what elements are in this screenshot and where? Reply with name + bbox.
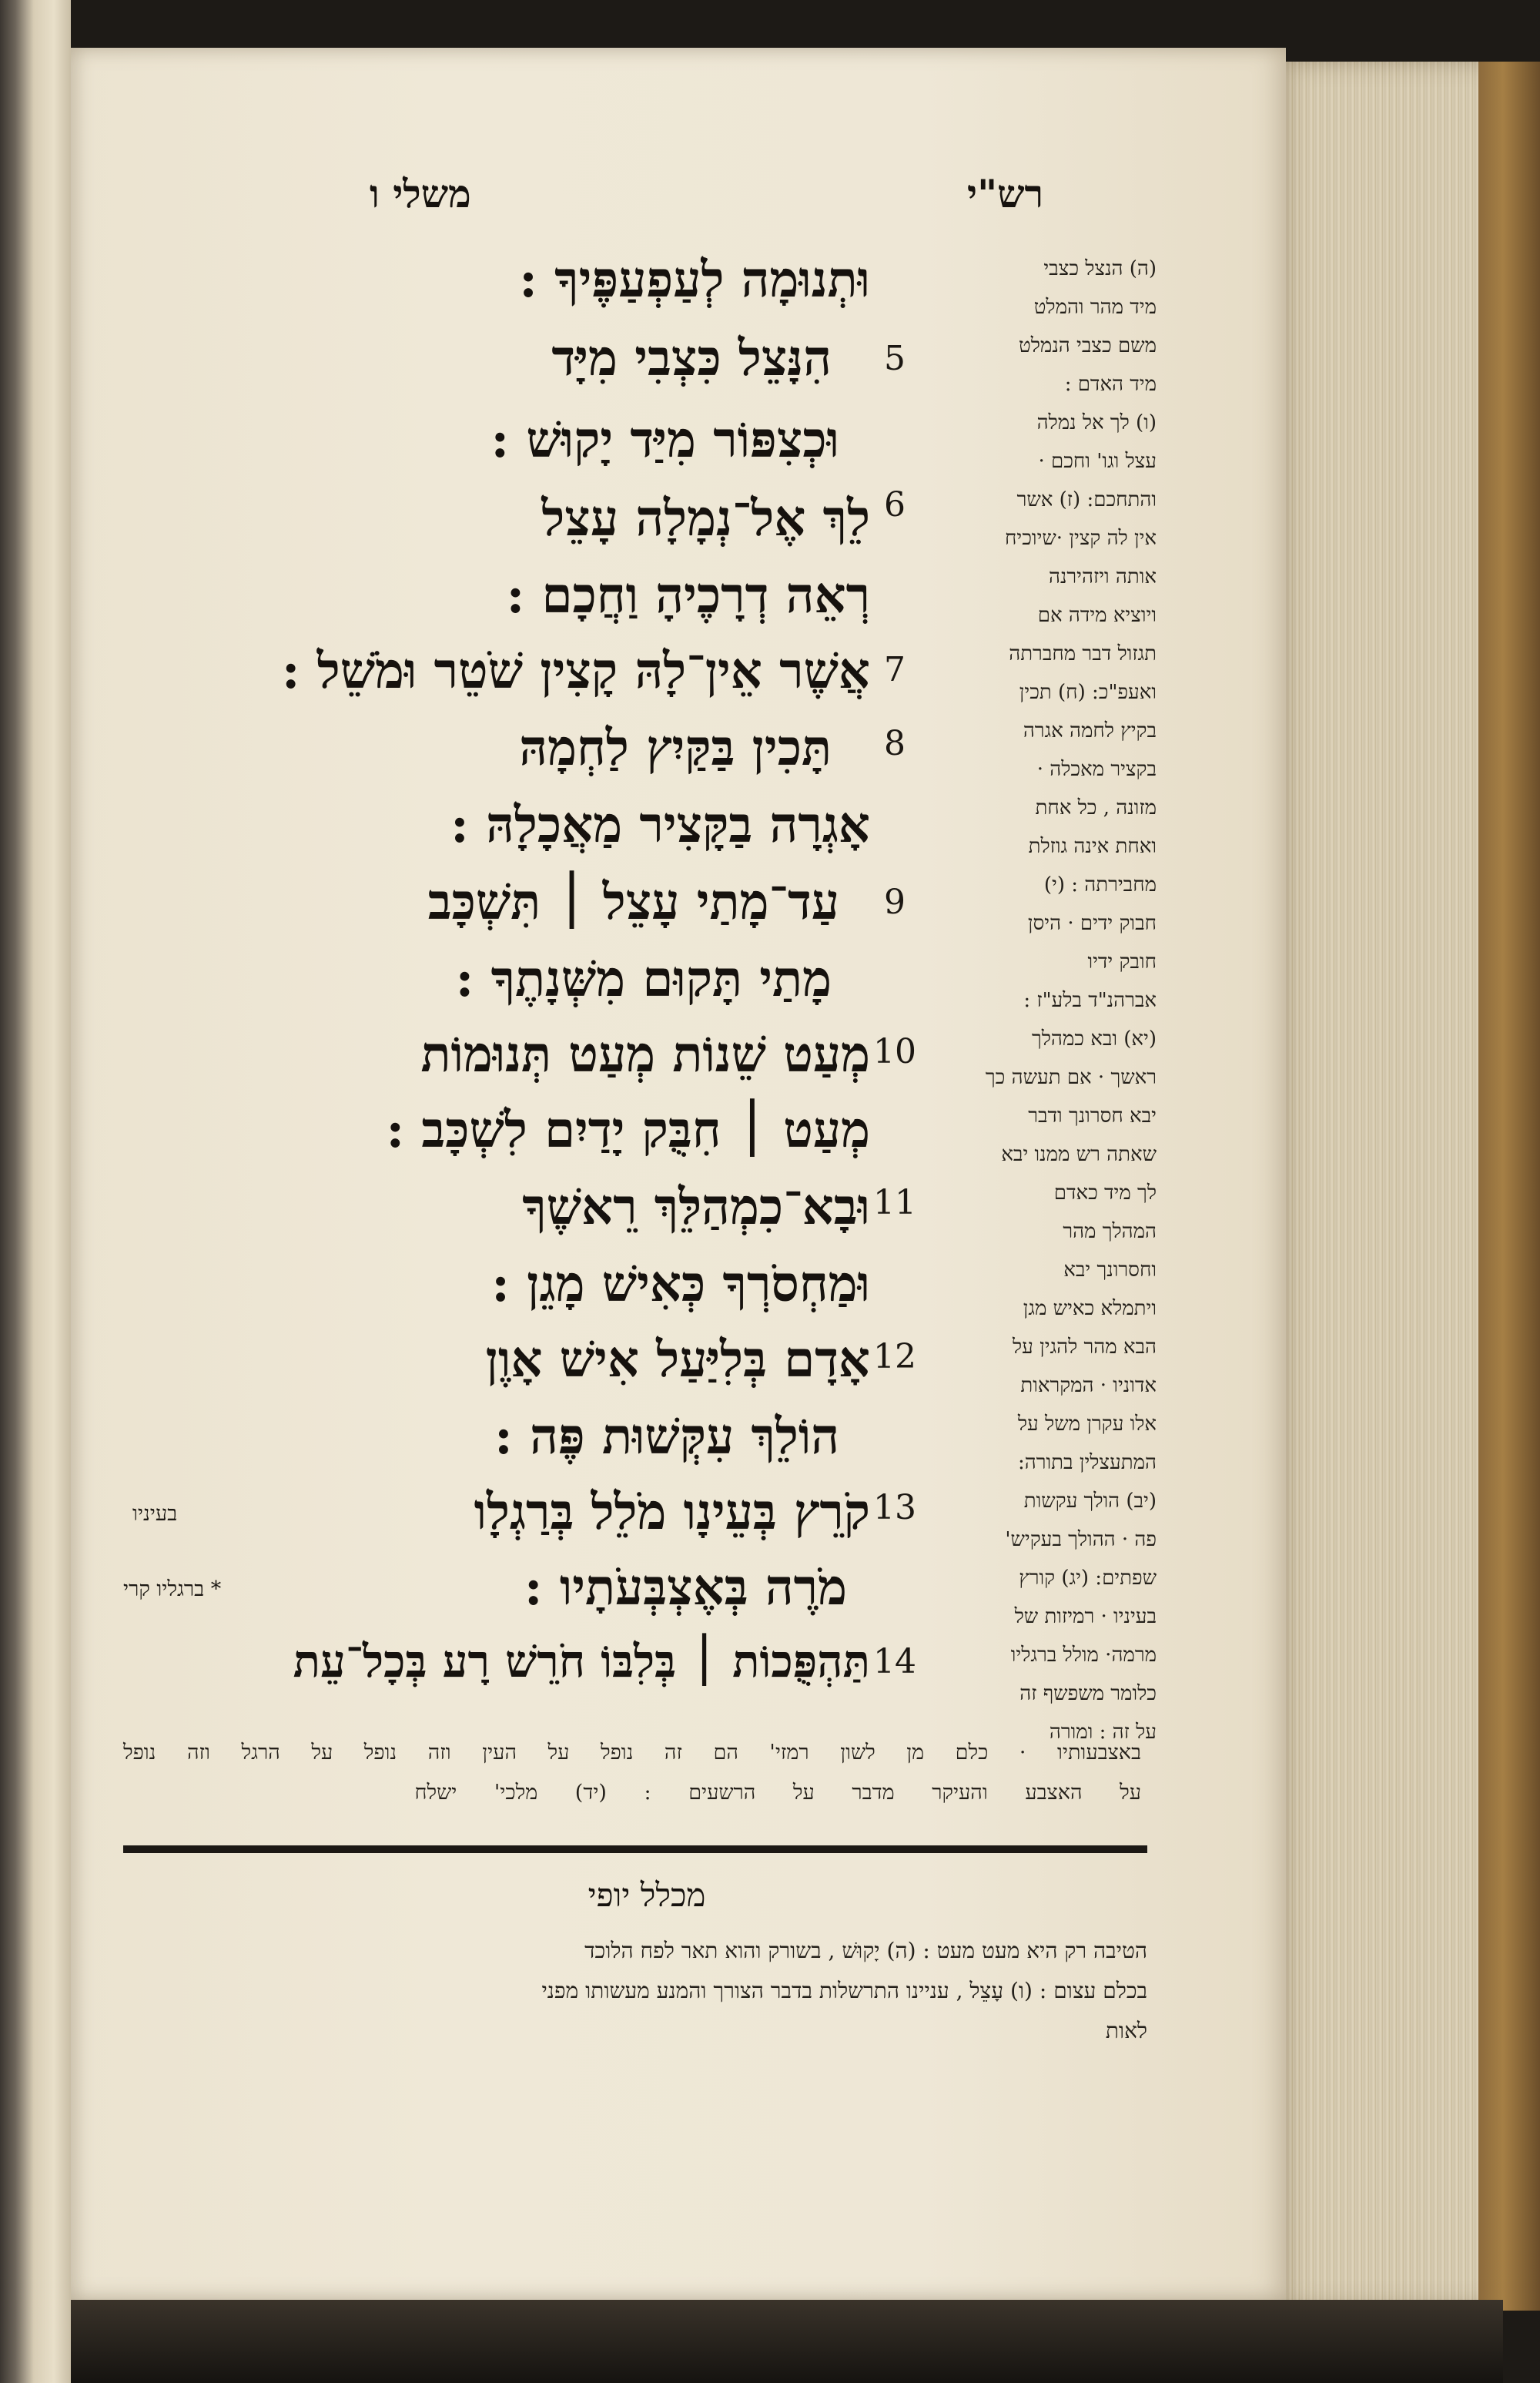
rashi-line: יבא חסרונך ודבר xyxy=(1028,1104,1157,1128)
rashi-line: (יא) ובא כמהלך xyxy=(1031,1027,1157,1051)
rashi-line: לך מיד כאדם xyxy=(1053,1181,1157,1205)
rashi-line: אברהנ"ד בלע"ז : xyxy=(1023,989,1157,1012)
page-title: משלי ו xyxy=(370,171,471,216)
rashi-line: והתחכם: (ז) אשר xyxy=(1016,488,1157,511)
rashi-line: (ו) לך אל נמלה xyxy=(1036,411,1157,434)
rashi-line: מזונה , כל אחת xyxy=(1035,796,1157,819)
rashi-line: מיד האדם : xyxy=(1064,373,1157,396)
verse-number: 13 xyxy=(873,1488,916,1527)
rashi-line: משם כצבי הנמלט xyxy=(1019,334,1157,357)
verse-line: רְאֵה דְרָכֶיהָ וַחֲכָם : xyxy=(506,567,870,625)
rashi-footer-line: באצבעותיו · כלם מן לשון רמזי' הם זה נופל על העין וזה נופל על הרגל וזה נופל xyxy=(123,1741,1141,1765)
rashi-line: תגזול דבר מחברתה xyxy=(1009,642,1157,665)
lower-section-line: הטיבה רק היא מעט מעט : (ה) יָקוּשׁ , בשורק והוא תאר לפח הלוכד xyxy=(584,1938,1147,1963)
rashi-line: ואחת אינה גוזלת xyxy=(1028,835,1157,858)
rashi-line: ויוציא מידה אם xyxy=(1037,604,1157,627)
book-binding-left xyxy=(0,0,71,2383)
section-divider xyxy=(123,1845,1147,1853)
verse-number: 11 xyxy=(873,1183,916,1222)
verse-number: 6 xyxy=(884,485,906,525)
verse-line: תַּהְפֻּכוֹת ׀ בְּלִבּוֹ חֹרֵשׁ רָע בְּכָל־עֵת xyxy=(293,1635,870,1688)
rashi-line: אדוניו · המקראות xyxy=(1020,1374,1157,1397)
verse-line: הוֹלֵךְ עִקְּשׁוּת פֶּה : xyxy=(494,1408,839,1466)
lower-section-line: בכלם עצום : (ו) עָצֵל , עניינו התרשלות בדבר הצורך והמנע מעשותו מפני xyxy=(541,1978,1147,2003)
rashi-line: אין לה קצין ·שיוכיח xyxy=(1005,527,1157,550)
verse-line: וּבָא־כִמְהַלֵּךְ רֵאשֶׁךָ xyxy=(522,1178,870,1236)
verse-number: 12 xyxy=(873,1337,916,1376)
rashi-line: על זה : ומורה xyxy=(1049,1721,1157,1744)
lower-section-line: לאות xyxy=(1105,2018,1147,2043)
rashi-line: מיד מהר והמלט xyxy=(1033,296,1157,319)
rashi-line: הבא מהר להגין על xyxy=(1012,1336,1157,1359)
rashi-line: חבוק ידים · היסן xyxy=(1027,912,1157,935)
rashi-line: (ה) הנצל כצבי xyxy=(1043,257,1157,280)
commentary-title: רש"י xyxy=(967,171,1044,216)
rashi-line: מחבירתה : (י) xyxy=(1043,873,1157,897)
verse-line: אָדָם בְּלִיַּעַל אִישׁ אָוֶן xyxy=(485,1331,870,1389)
verse-number: 7 xyxy=(884,650,906,689)
rashi-line: פה · ההולך בעקיש' xyxy=(1005,1528,1157,1551)
rashi-line: בעיניו · רמיזות של xyxy=(1014,1605,1157,1628)
rashi-line: המהלך מהר xyxy=(1063,1220,1157,1243)
rashi-line: חובק ידיו xyxy=(1087,950,1157,974)
verse-line: וּמַחְסֹרְךָ כְּאִישׁ מָגֵן : xyxy=(491,1255,870,1313)
rashi-line: בקיץ לחמה אגרה xyxy=(1023,719,1157,742)
verse-line: אָגְרָה בַקָּצִיר מַאֲכָלָהּ : xyxy=(450,796,870,854)
keri-margin-note: * ברגליו קרי xyxy=(123,1577,222,1601)
verse-line: וּתְנוּמָה לְעַפְעַפֶּיךָ : xyxy=(519,251,870,309)
rashi-line: שפתים: (יג) קורץ xyxy=(1019,1567,1157,1590)
verse-line: אֲשֶׁר אֵין־לָהּ קָצִין שֹׁטֵר וּמֹשֵׁל : xyxy=(281,642,870,700)
rashi-line: מרמה· מולל ברגליו xyxy=(1010,1644,1157,1667)
rashi-line: וחסרונך יבא xyxy=(1063,1259,1157,1282)
verse-line: מְעַט ׀ חִבֻּק יָדַיִם לִשְׁכָּב : xyxy=(386,1101,870,1159)
rashi-footer-line: על האצבע והעיקר מדבר על הרשעים : (יד) מלכי' ישלח xyxy=(414,1781,1141,1805)
verse-number: 10 xyxy=(873,1032,916,1071)
rashi-line: המתעצלין בתורה: xyxy=(1018,1451,1157,1474)
verse-line: עַד־מָתַי עָצֵל ׀ תִּשְׁכָּב xyxy=(427,873,839,931)
verse-line: קֹרֵץ בְּעֵינָו מֹלֵל בְּרַגְלָו xyxy=(474,1483,870,1541)
lower-section-title: מכלל יופי xyxy=(588,1876,706,1914)
verse-line: הִנָּצֵל כִּצְבִי מִיָּד xyxy=(551,330,832,387)
rashi-line: כלומר משפשף זה xyxy=(1019,1682,1157,1705)
verse-line: מְעַט שֵׁנוֹת מְעַט תְּנוּמוֹת xyxy=(420,1026,870,1084)
verse-number: 8 xyxy=(884,724,906,763)
rashi-line: בקציר מאכלה · xyxy=(1036,758,1157,781)
keri-margin-word: בעיניו xyxy=(132,1502,178,1526)
rashi-line: ראשך · אם תעשה כך xyxy=(985,1066,1157,1089)
rashi-line: (יב) הולך עקשות xyxy=(1023,1490,1157,1513)
rashi-line: עצל וגו' וחכם · xyxy=(1038,450,1157,473)
bottom-shadow xyxy=(71,2300,1503,2383)
rashi-line: אלו עקרן משל על xyxy=(1017,1413,1157,1436)
verse-line: מָתַי תָּקוּם מִשְּׁנָתֶךָ : xyxy=(455,950,832,1008)
verse-line: וּכְצִפּוֹר מִיַּד יָקוּשׁ : xyxy=(490,411,839,469)
verse-line: תָּכִין בַּקַּיִץ לַחְמָהּ xyxy=(519,719,832,777)
verse-number: 9 xyxy=(884,883,906,922)
rashi-line: אותה ויזהירנה xyxy=(1048,565,1157,588)
verse-number: 5 xyxy=(884,339,906,378)
book-cover-edge xyxy=(1478,62,1540,2311)
rashi-line: שאתה רש ממנו יבא xyxy=(1001,1143,1157,1166)
verse-number: 14 xyxy=(873,1642,916,1681)
verse-line: מֹרֶה בְּאֶצְבְּעֹתָיו : xyxy=(524,1559,847,1617)
verse-line: לֵךְ אֶל־נְמָלָה עָצֵל xyxy=(541,490,870,548)
rashi-line: ואעפ"כ: (ח) תכין xyxy=(1019,681,1157,704)
page-edges xyxy=(1286,62,1502,2306)
rashi-line: ויתמלא כאיש מגן xyxy=(1023,1297,1157,1320)
